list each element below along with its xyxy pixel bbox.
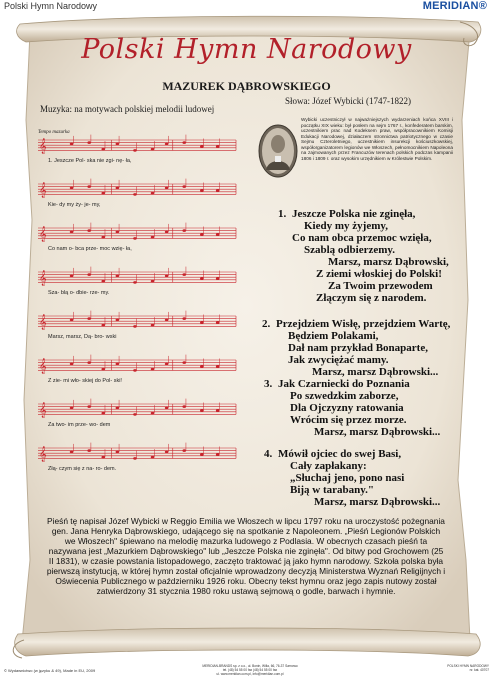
note-head — [87, 361, 91, 364]
verse-2 — [262, 318, 451, 378]
score-lyric-line: Sza- blą o- dbie- rze- my. — [48, 290, 110, 296]
treble-clef-icon: 𝄞 — [39, 359, 47, 374]
note-head — [165, 319, 169, 322]
note-head — [101, 280, 105, 283]
note-head — [200, 409, 204, 412]
verse-number: 1. — [278, 208, 287, 220]
note-head — [101, 412, 105, 415]
score-lyric-line: Kie- dy my ży- je- my, — [48, 202, 101, 208]
note-head — [70, 187, 74, 190]
verse-line: Po szwedzkim zaborze, — [290, 390, 399, 402]
score-lyric-line: Za two- im prze- wo- dem — [48, 422, 111, 428]
verse-1 — [278, 208, 449, 304]
main-title: Polski Hymn Narodowy — [81, 34, 412, 65]
note-head — [151, 192, 155, 195]
verse-line: Jak Czarniecki do Poznania — [278, 378, 410, 390]
note-head — [182, 185, 186, 188]
note-head — [116, 143, 120, 146]
note-head — [87, 185, 91, 188]
top-title: Polski Hymn Narodowy — [4, 1, 98, 11]
note-head — [101, 324, 105, 327]
footer-publisher-line: MERIDIAN-BRANDS sp. z o.o., ul. Bonin, Willa, 66, 76-37 Sarnowo — [202, 664, 298, 668]
biography-text: Wybicki uczestniczył w najważniejszych wydarzeniach końca XVIII i początku XIX wieku: był posłem na sejm 1767 r., konfederatem barskim, uczestnikiem prac nad Kodeksem praw, współpracownikiem Komisji Edukacji Narodowej, działaczem stronnictwa patriotycznego w czasie Sejmu Czteroletniego, uczestnikiem insurekcji kościuszkowskiej, współorganizatorem legionów we Włoszech, pełnomocnikiem Napoleona na zajmowanych przez Francuzów terenach polskich podczas kampanii 1806 i 1809 r. oraz wysokim urzędnikiem w Królestwie Polskim. — [301, 117, 453, 161]
note-head — [200, 189, 204, 192]
note-head — [216, 233, 220, 236]
note-head — [165, 363, 169, 366]
note-head — [151, 412, 155, 415]
note-head — [216, 189, 220, 192]
note-head — [165, 231, 169, 234]
staff-system — [38, 443, 236, 462]
note-head — [101, 192, 105, 195]
note-head — [116, 363, 120, 366]
note-head — [182, 317, 186, 320]
note-head — [151, 324, 155, 327]
verse-line: Cały zapłakany: — [290, 460, 367, 472]
score-lyric-line: Marsz, marsz, Dą- bro- wski — [48, 334, 117, 340]
treble-clef-icon: 𝄞 — [39, 447, 47, 462]
note-head — [151, 368, 155, 371]
history-text: Pieśń tę napisał Józef Wybicki w Reggio Emilia we Włoszech w lipcu 1797 roku na uroczystość pożegnania gen. Jana Henryka Dąbrowskiego, udającego się na spotkanie z Napoleonem. „Pieśń Legionów Polskich we Włoszech" śpiewano na melodię mazurka ludowego z Podlasia. W obecnych czasach pieśń ta nazywana jest „Mazurkiem Dąbrowskiego" lub „Jeszcze Polska nie zginęła". Od bitwy pod Grochowem (25 II 1831), w czasie powstania listopadowego, zaczęto traktować ją jako hymn narodowy. Szkoła polska była pierwszą instytucją, w której hymn został oficjalnie wprowadzony decyzją Ministerstwa Wyznań Religijnych i Oświecenia Publicznego w październiku 1926 roku. Obecny tekst hymnu oraz jego zapis nutowy został zatwierdzony 31 stycznia 1980 roku ustawą sejmową o godle, barwach i hymnie. — [46, 516, 446, 596]
note-head — [101, 368, 105, 371]
verse-line: Szablą odbierzemy. — [304, 244, 396, 256]
note-head — [200, 321, 204, 324]
note-head — [182, 449, 186, 452]
staff-system — [38, 135, 236, 154]
note-head — [116, 451, 120, 454]
note-head — [101, 148, 105, 151]
note-head — [216, 453, 220, 456]
note-head — [116, 275, 120, 278]
note-head — [70, 451, 74, 454]
note-head — [200, 233, 204, 236]
note-head — [87, 229, 91, 232]
note-head — [133, 413, 137, 416]
staff-system — [38, 179, 236, 198]
verse-line: Marsz, marsz Dąbrowski... — [312, 366, 439, 378]
note-head — [116, 187, 120, 190]
note-head — [101, 236, 105, 239]
note-head — [182, 229, 186, 232]
verse-line: Jeszcze Polska nie zginęła, — [292, 208, 416, 220]
staff-system — [38, 267, 236, 286]
note-head — [70, 407, 74, 410]
note-head — [216, 321, 220, 324]
note-head — [101, 456, 105, 459]
footer-publisher — [180, 664, 320, 676]
verse-line: Biją w tarabany." — [290, 484, 375, 496]
verse-line: Co nam obca przemoc wzięła, — [292, 232, 432, 244]
note-head — [133, 325, 137, 328]
verse-line: Wrócim się przez morze. — [290, 414, 407, 426]
verse-line: Przejdziem Wisłę, przejdziem Wartę, — [276, 318, 451, 330]
note-head — [151, 280, 155, 283]
note-head — [151, 148, 155, 151]
subtitle: MAZUREK DĄBROWSKIEGO — [162, 79, 331, 93]
score-lyric-line: Co nam o- bca prze- moc wzię- ła, — [48, 246, 132, 252]
note-head — [133, 149, 137, 152]
note-head — [133, 193, 137, 196]
verse-line: „Słuchaj jeno, pono nasi — [290, 472, 405, 484]
score-lyric-line: Złą- czym się z na- ro- dem. — [48, 466, 117, 472]
score-lyric-line: 1. Jeszcze Pol- ska nie zgi- nę- ła, — [48, 158, 132, 164]
verse-line: Marsz, marsz Dąbrowski... — [314, 496, 441, 508]
note-head — [200, 453, 204, 456]
note-head — [216, 277, 220, 280]
note-head — [133, 281, 137, 284]
note-head — [133, 237, 137, 240]
note-head — [70, 363, 74, 366]
note-head — [182, 361, 186, 364]
note-head — [70, 231, 74, 234]
footer-publisher-line: ul. www.meridian.com.pl, info@meridian.com.pl — [216, 672, 284, 676]
verse-line: Marsz, marsz Dąbrowski, — [328, 256, 449, 268]
note-head — [200, 365, 204, 368]
note-head — [116, 231, 120, 234]
note-head — [216, 409, 220, 412]
note-head — [87, 405, 91, 408]
note-head — [151, 456, 155, 459]
music-credit: Muzyka: na motywach polskiej melodii ludowej — [40, 104, 215, 114]
note-head — [70, 319, 74, 322]
note-head — [87, 449, 91, 452]
tempo-marking: Tempo mazurka — [38, 130, 70, 135]
note-head — [133, 457, 137, 460]
verse-line: Dla Ojczyzny ratowania — [290, 402, 404, 414]
verse-line: Kiedy my żyjemy, — [304, 220, 389, 232]
note-head — [165, 407, 169, 410]
note-head — [165, 143, 169, 146]
footer-catalog-number: nr. kat. 40707 — [469, 668, 489, 672]
note-head — [116, 407, 120, 410]
treble-clef-icon: 𝄞 — [39, 227, 47, 242]
note-head — [87, 273, 91, 276]
footer-catalog — [447, 664, 489, 672]
footer-catalog-title: POLSKI HYMN NARODOWY — [447, 664, 489, 668]
treble-clef-icon: 𝄞 — [39, 183, 47, 198]
footer-copyright: © Wydawnictwo (w języku & 49), Made in EU, 2009 — [4, 668, 96, 673]
verse-number: 2. — [262, 318, 271, 330]
verse-line: Za Twoim przewodem — [328, 280, 433, 292]
note-head — [182, 141, 186, 144]
note-head — [165, 187, 169, 190]
verse-line: Z ziemi włoskiej do Polski! — [316, 268, 442, 280]
treble-clef-icon: 𝄞 — [39, 271, 47, 286]
portrait-image — [258, 124, 298, 178]
brand-logo: MERIDIAN® — [422, 0, 487, 12]
treble-clef-icon: 𝄞 — [39, 139, 47, 154]
verse-line: Będziem Polakami, — [288, 330, 379, 342]
verse-line: Dał nam przykład Bonaparte, — [288, 342, 428, 354]
note-head — [70, 275, 74, 278]
note-head — [200, 145, 204, 148]
staff-system — [38, 223, 236, 242]
verse-line: Złączym się z narodem. — [316, 292, 427, 304]
note-head — [165, 275, 169, 278]
verse-number: 4. — [264, 448, 273, 460]
verse-3 — [264, 378, 441, 438]
score-lyric-line: Z zie- mi wło- skiej do Pol- ski! — [48, 378, 122, 384]
verse-number: 3. — [264, 378, 273, 390]
verse-line: Marsz, marsz Dąbrowski... — [314, 426, 441, 438]
note-head — [216, 365, 220, 368]
note-head — [133, 369, 137, 372]
staff-system — [38, 311, 236, 330]
note-head — [182, 405, 186, 408]
staff-system — [38, 399, 236, 418]
treble-clef-icon: 𝄞 — [39, 315, 47, 330]
verse-line: Mówił ojciec do swej Basi, — [278, 448, 402, 460]
note-head — [70, 143, 74, 146]
note-head — [151, 236, 155, 239]
note-head — [87, 317, 91, 320]
treble-clef-icon: 𝄞 — [39, 403, 47, 418]
staff-system — [38, 355, 236, 374]
note-head — [165, 451, 169, 454]
verse-4 — [264, 448, 441, 508]
note-head — [87, 141, 91, 144]
note-head — [216, 145, 220, 148]
footer-publisher-line: tel. (48) 54 55 00 fax (48) 54 55 00 fax — [222, 668, 278, 672]
verse-line: Jak zwyciężać mamy. — [288, 354, 389, 366]
note-head — [116, 319, 120, 322]
note-head — [200, 277, 204, 280]
note-head — [182, 273, 186, 276]
words-credit: Słowa: Józef Wybicki (1747-1822) — [285, 96, 412, 106]
